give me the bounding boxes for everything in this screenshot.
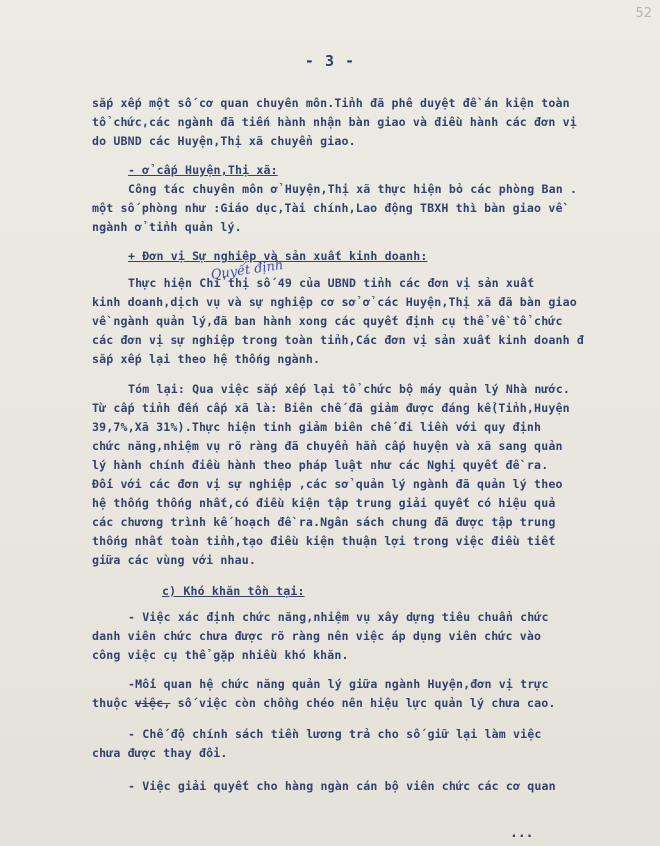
text-line: danh viên chức chưa được rõ ràng nên việc áp dụng viên chức vào bbox=[92, 629, 542, 643]
section-heading: c) Khó khăn tồn tại: bbox=[162, 584, 305, 598]
text-line: lý hành chính điều hành theo pháp luật như các Nghị quyết đề ra. bbox=[92, 458, 549, 472]
text-line: - Việc xác định chức năng,nhiệm vụ xây dựng tiêu chuẩn chức bbox=[128, 610, 549, 624]
text-line: chức năng,nhiệm vụ rõ ràng đã chuyển hẳn cấp huyện và xã sang quản bbox=[92, 439, 563, 453]
text-line: các chương trình kế hoạch đề ra.Ngân sách chung đã được tập trung bbox=[92, 515, 556, 529]
text-line bbox=[92, 696, 556, 710]
text-line: Đối với các đơn vị sự nghiệp ,các sở quản lý ngành đã quản lý theo bbox=[92, 477, 563, 491]
text-line: thống nhất toàn tỉnh,tạo điều kiện thuận lợi trong việc điều tiết bbox=[92, 534, 556, 548]
text-line: - Chế độ chính sách tiền lương trả cho số giữ lại làm việc bbox=[128, 727, 542, 741]
struck-text: việc, bbox=[134, 696, 171, 710]
text-line: Từ cấp tỉnh đến cấp xã là: Biên chế đã giảm được đáng kể(Tỉnh,Huyện bbox=[92, 401, 570, 415]
text-line: chưa được thay đổi. bbox=[92, 746, 228, 760]
text-line: hệ thống thống nhất,có điều kiện tập trung giải quyết có hiệu quả bbox=[92, 496, 556, 510]
text-line: giữa các vùng với nhau. bbox=[92, 553, 256, 567]
text-line: - Việc giải quyết cho hàng ngàn cán bộ viên chức các cơ quan bbox=[128, 779, 556, 793]
text-line: 39,7%,Xã 31%).Thực hiện tinh giảm biên chế đi liền với quy định bbox=[92, 420, 542, 434]
text-line: -Mối quan hệ chức năng quản lý giữa ngành Huyện,đơn vị trực bbox=[128, 677, 549, 691]
text-line: công việc cụ thể gặp nhiều khó khăn. bbox=[92, 648, 349, 662]
text-line: Công tác chuyên môn ở Huyện,Thị xã thực hiện bỏ các phòng Ban . bbox=[128, 182, 578, 196]
archive-number: 52 bbox=[635, 6, 652, 21]
text-line: Thực hiện Chỉ thị số 49 của UBND tỉnh các đơn vị sản xuất bbox=[128, 276, 535, 290]
page-number: - 3 - bbox=[304, 52, 356, 70]
text-segment: số việc còn chồng chéo nên hiệu lực quản lý chưa cao. bbox=[177, 696, 556, 710]
text-line: về ngành quản lý,đã ban hành xong các quyết định cụ thể về tổ chức bbox=[92, 314, 563, 328]
text-line: các đơn vị sự nghiệp trong toàn tỉnh,Các đơn vị sản xuất kinh doanh đ bbox=[92, 333, 584, 347]
section-heading: + Đơn vị Sự nghiệp và sản xuất kinh doanh: bbox=[128, 249, 428, 263]
text-line: sắp xếp lại theo hệ thống ngành. bbox=[92, 352, 321, 366]
text-line: Tóm lại: Qua việc sắp xếp lại tổ chức bộ máy quản lý Nhà nước. bbox=[128, 382, 571, 396]
section-heading: - ở cấp Huyện,Thị xã: bbox=[128, 163, 278, 177]
text-line: một số phòng như :Giáo dục,Tài chính,Lao động TBXH thì bàn giao về bbox=[92, 201, 563, 215]
handwritten-annotation: Quyết định bbox=[209, 257, 285, 283]
text-line: sắp xếp một số cơ quan chuyên môn.Tỉnh đã phê duyệt đề án kiện toàn bbox=[92, 96, 570, 110]
continuation-mark: ... bbox=[510, 826, 534, 841]
text-segment: thuộc bbox=[92, 696, 128, 710]
text-line: tổ chức,các ngành đã tiến hành nhận bàn giao và điều hành các đơn vị bbox=[92, 115, 577, 129]
text-line: kinh doanh,dịch vụ và sự nghiệp cơ sở ở các Huyện,Thị xã đã bàn giao bbox=[92, 295, 577, 309]
text-line: ngành ở tỉnh quản lý. bbox=[92, 220, 242, 234]
text-line: do UBND các Huyện,Thị xã chuyển giao. bbox=[92, 134, 356, 148]
